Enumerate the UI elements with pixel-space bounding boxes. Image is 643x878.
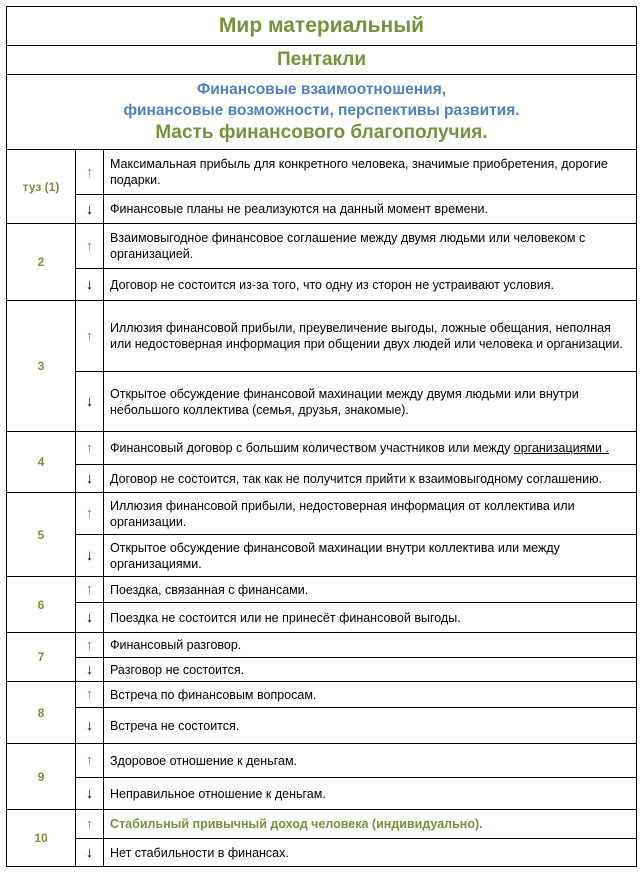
card-label: 8 (7, 682, 76, 744)
reversed-meaning: Открытое обсуждение финансовой махинации между двумя людьми или внутри небольшого коллектива (семья, друзья, знакомые). (104, 372, 637, 432)
upright-meaning-underlined: организациями . (513, 441, 609, 455)
card-row (7, 633, 637, 658)
card-row (7, 682, 637, 708)
card-label: 9 (7, 744, 76, 810)
reversed-meaning: Встреча не состоится. (104, 708, 637, 744)
arrow-down-icon: ↓ (76, 195, 104, 224)
card-label: 7 (7, 633, 76, 682)
arrow-down-icon: ↓ (76, 535, 104, 577)
arrow-up-icon: ↑ (76, 150, 104, 195)
upright-meaning: Взаимовыгодное финансовое соглашение между двумя людьми или человеком с организацией. (104, 224, 637, 269)
reversed-meaning: Неправильное отношение к деньгам. (104, 778, 637, 810)
card-row (7, 432, 637, 465)
card-row (7, 810, 637, 839)
suit-description (7, 75, 637, 150)
suit-name: Пентакли (7, 46, 637, 75)
card-label: 5 (7, 493, 76, 577)
card-row (7, 744, 637, 778)
suit-tagline: Масть финансового благополучия. (155, 122, 488, 143)
arrow-up-icon: ↑ (76, 224, 104, 269)
subtitle-line-1: Финансовые взаимоотношения, (196, 81, 447, 98)
arrow-down-icon: ↓ (76, 839, 104, 867)
pentacles-table (6, 6, 637, 867)
card-row (7, 150, 637, 195)
arrow-up-icon: ↑ (76, 301, 104, 372)
reversed-meaning: Разговор не состоится. (104, 658, 637, 682)
reversed-meaning: Нет стабильности в финансах. (104, 839, 637, 867)
upright-meaning: Стабильный привычный доход человека (индивидуально). (104, 810, 637, 839)
arrow-up-icon: ↑ (76, 744, 104, 778)
reversed-meaning: Договор не состоится из-за того, что одну из сторон не устраивают условия. (104, 269, 637, 301)
upright-meaning: Иллюзия финансовой прибыли, недостоверная информация от коллектива или организации. (104, 493, 637, 535)
subtitle-line-2: финансовые возможности, перспективы развития. (123, 102, 520, 119)
card-label: туз (1) (7, 150, 76, 224)
arrow-down-icon: ↓ (76, 708, 104, 744)
card-label: 10 (7, 810, 76, 867)
upright-meaning: Иллюзия финансовой прибыли, преувеличение выгоды, ложные обещания, неполная или недостоверная информация при общении двух людей или человека и организации. (104, 301, 637, 372)
page-title: Мир материальный (7, 7, 637, 46)
arrow-down-icon: ↓ (76, 269, 104, 301)
card-row (7, 577, 637, 603)
card-row (7, 493, 637, 535)
card-label: 3 (7, 301, 76, 432)
upright-meaning: Финансовый разговор. (104, 633, 637, 658)
arrow-up-icon: ↑ (76, 633, 104, 658)
arrow-down-icon: ↓ (76, 372, 104, 432)
arrow-up-icon: ↑ (76, 682, 104, 708)
arrow-down-icon: ↓ (76, 778, 104, 810)
upright-meaning: Поездка, связанная с финансами. (104, 577, 637, 603)
arrow-down-icon: ↓ (76, 465, 104, 493)
card-row (7, 301, 637, 372)
reversed-meaning: Открытое обсуждение финансовой махинации внутри коллектива или между организациями. (104, 535, 637, 577)
arrow-up-icon: ↑ (76, 493, 104, 535)
reversed-meaning: Поездка не состоится или не принесёт финансовой выгоды. (104, 603, 637, 633)
upright-meaning: Встреча по финансовым вопросам. (104, 682, 637, 708)
card-label: 2 (7, 224, 76, 301)
upright-meaning (104, 432, 637, 465)
upright-meaning: Максимальная прибыль для конкретного человека, значимые приобретения, дорогие подарки. (104, 150, 637, 195)
upright-meaning-text: Финансовый договор с большим количеством участников или между (110, 441, 514, 455)
reversed-meaning: Договор не состоится, так как не получится прийти к взаимовыгодному соглашению. (104, 465, 637, 493)
arrow-down-icon: ↓ (76, 658, 104, 682)
card-label: 6 (7, 577, 76, 633)
arrow-down-icon: ↓ (76, 603, 104, 633)
arrow-up-icon: ↑ (76, 577, 104, 603)
arrow-up-icon: ↑ (76, 432, 104, 465)
reversed-meaning: Финансовые планы не реализуются на данный момент времени. (104, 195, 637, 224)
card-row (7, 224, 637, 269)
card-label: 4 (7, 432, 76, 493)
upright-meaning: Здоровое отношение к деньгам. (104, 744, 637, 778)
arrow-up-icon: ↑ (76, 810, 104, 839)
